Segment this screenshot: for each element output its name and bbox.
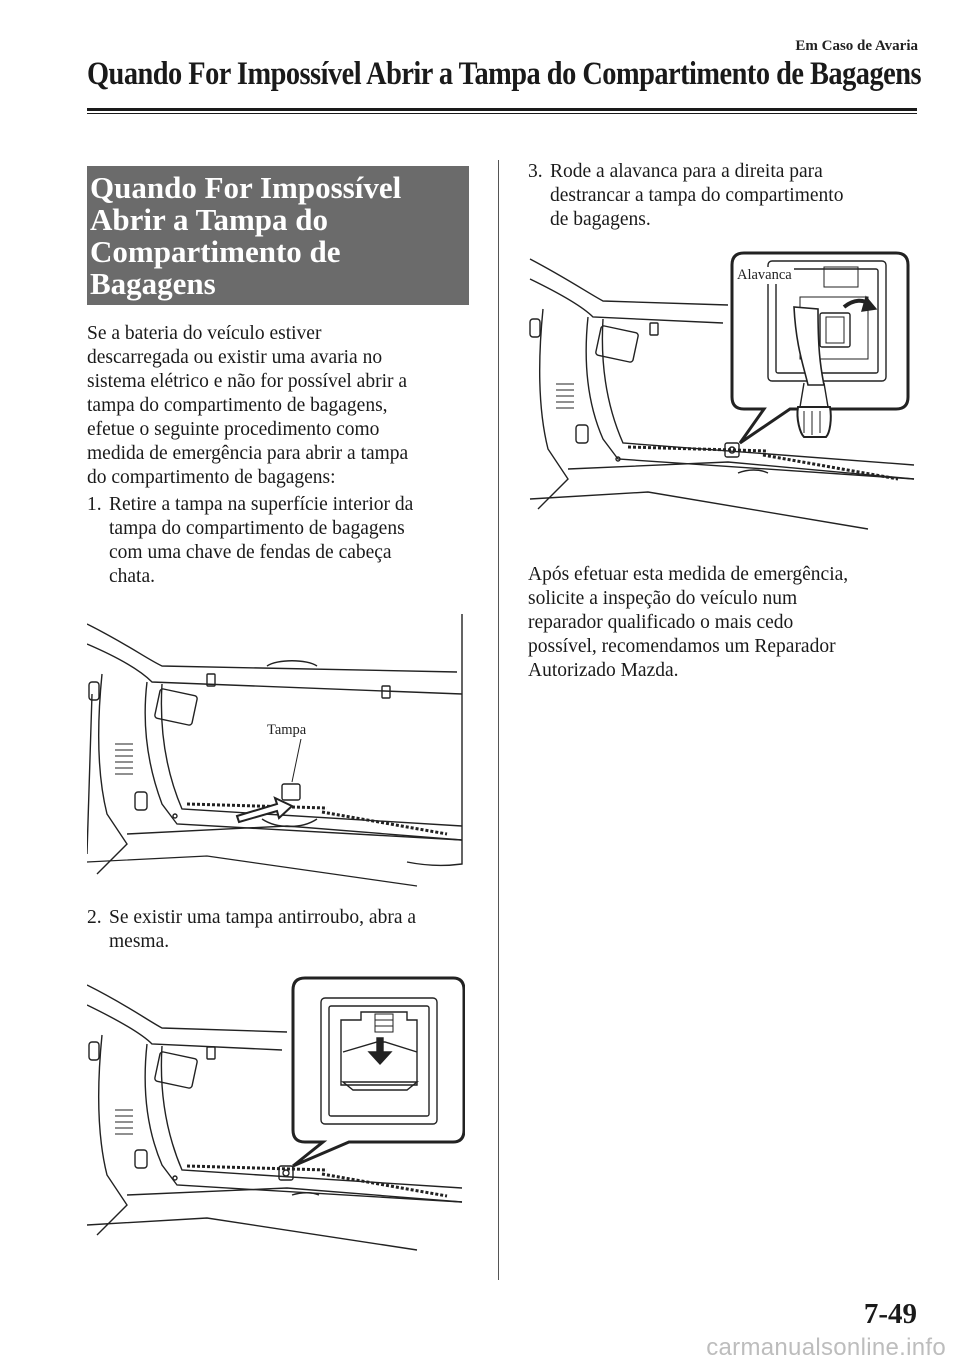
step-number: 3. (528, 161, 543, 182)
liftgate-illustration (528, 247, 917, 537)
figure-remove-cover (87, 604, 465, 888)
liftgate-illustration (87, 604, 465, 888)
page-number: 7-49 (863, 1298, 917, 1330)
section-heading-box (87, 166, 469, 305)
fig1-label-tampa: Tampa (267, 722, 307, 738)
step-3 (528, 160, 918, 232)
header-rule (87, 108, 917, 111)
fig3-label-alavanca: Alavanca (737, 267, 792, 283)
header-rule-thin (87, 113, 917, 114)
section-heading: Quando For Impossível Abrir a Tampa do Compartimento de Bagagens (90, 170, 402, 301)
watermark: carmanualsonline.info (706, 1334, 946, 1361)
running-title: Quando For Impossível Abrir a Tampa do Compartimento de Bagagens (87, 56, 921, 92)
column-divider (498, 160, 499, 1280)
chapter-label: Em Caso de Avaria (795, 38, 918, 54)
step-text: Se existir uma tampa antirroubo, abra a mesma. (109, 907, 417, 952)
step-number: 1. (87, 494, 102, 515)
intro-paragraph: Se a bateria do veículo estiver descarregada ou existir uma avaria no sistema elétrico e não for possível abrir a tampa do compartimento de bagagens, efetue o seguinte procedimento como medida de emergência para abrir a tampa do compartimento de bagagens: (87, 323, 409, 488)
step-text: Rode a alavanca para a direita para destrancar a tampa do compartimento de bagagens. (550, 161, 844, 230)
figure-rotate-lever (528, 247, 917, 537)
closing-paragraph: Após efetuar esta medida de emergência, solicite a inspeção do veículo num reparador qualificado o mais cedo possível, recomendamos um Reparador Autorizado Mazda. (528, 564, 849, 681)
step-2 (87, 906, 477, 954)
figure-antitheft-cover (87, 970, 465, 1260)
step-number: 2. (87, 907, 102, 928)
liftgate-illustration (87, 970, 465, 1260)
step-text: Retire a tampa na superfície interior da tampa do compartimento de bagagens com uma chave de fendas de cabeça chata. (109, 494, 414, 587)
step-1 (87, 493, 477, 589)
